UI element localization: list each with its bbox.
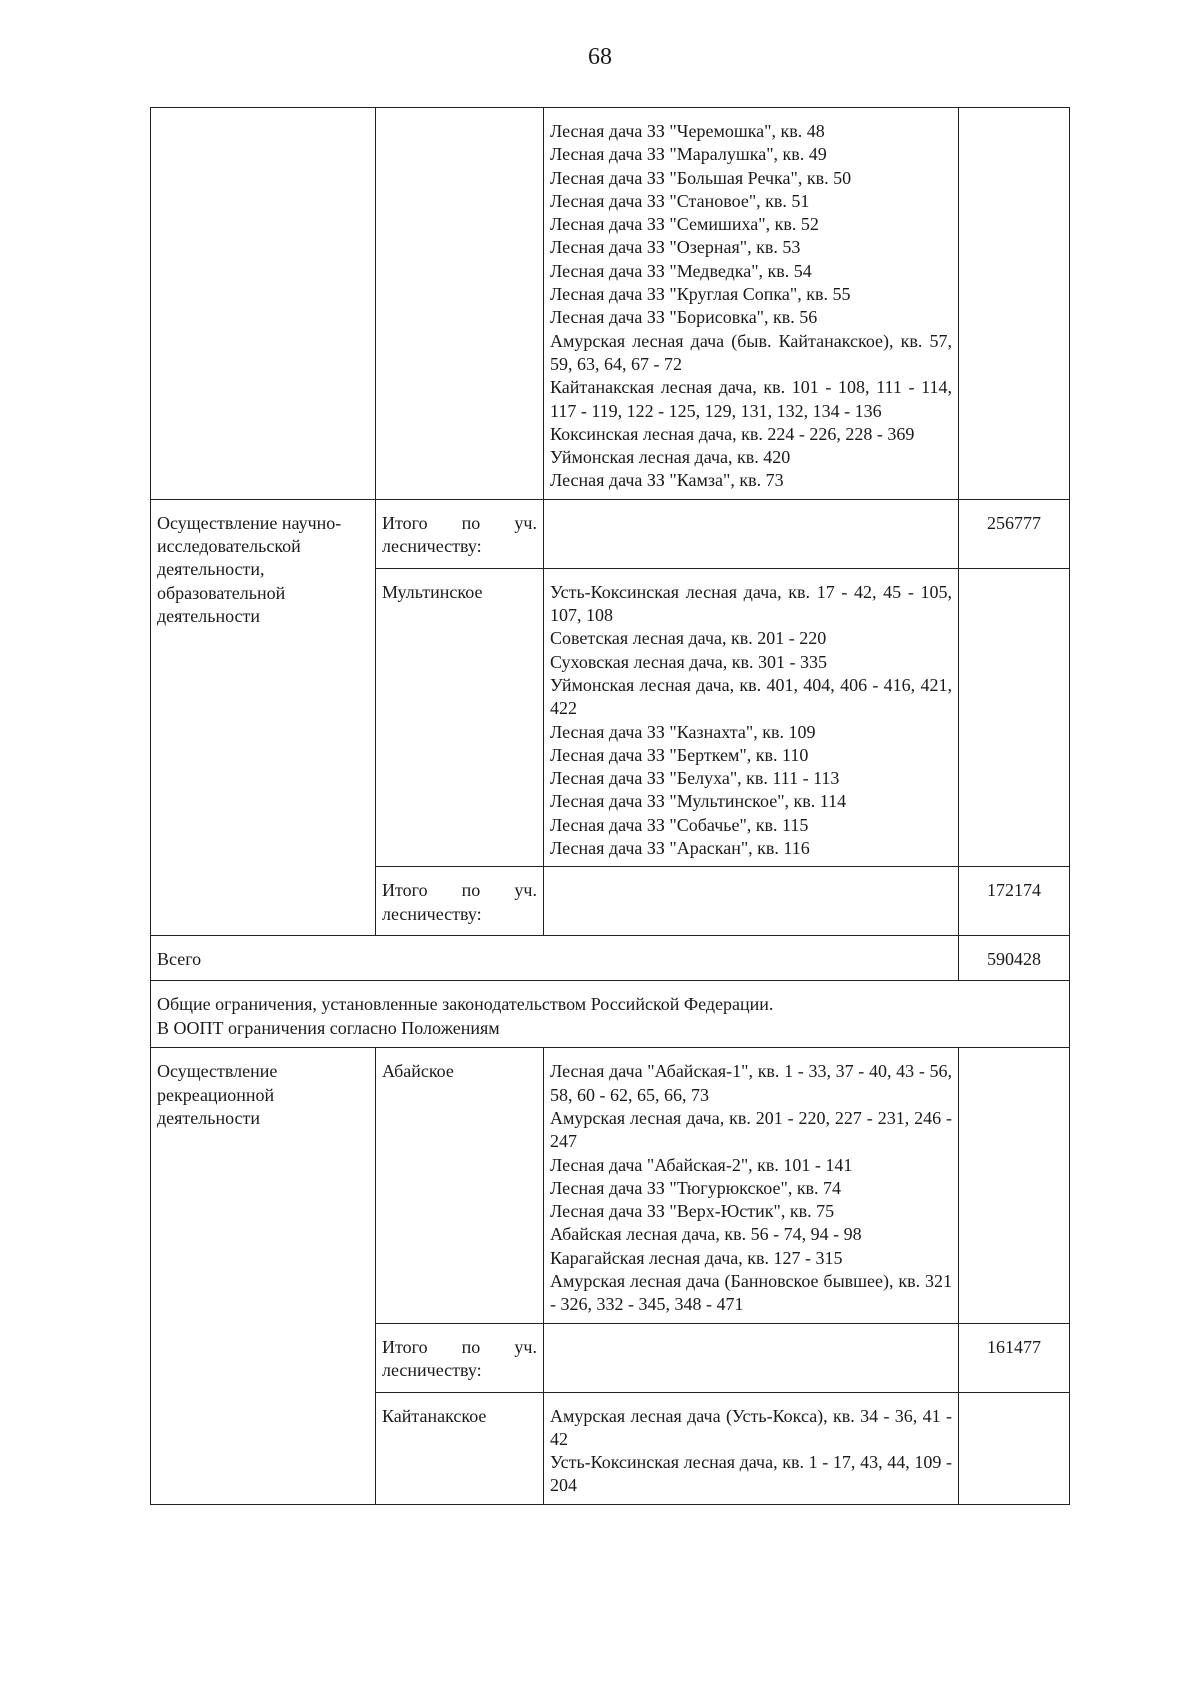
area-total-cell: 256777 <box>959 499 1070 568</box>
forest-area-line: Лесная дача ЗЗ "Араскан", кв. 116 <box>550 838 810 859</box>
itogo-label-cell <box>376 867 544 936</box>
activity-cell <box>151 1048 376 1504</box>
itogo-word: уч. <box>514 880 537 901</box>
page-number: 68 <box>588 44 612 70</box>
area-cell <box>959 1392 1070 1504</box>
forest-area-line: Лесная дача ЗЗ "Медведка", кв. 54 <box>550 260 812 281</box>
forest-area-line: Лесная дача ЗЗ "Борисовка", кв. 56 <box>550 307 818 328</box>
forest-areas-cell <box>544 499 959 568</box>
general-restrictions-line: Общие ограничения, установленные законодательством Российской Федерации. <box>157 994 774 1015</box>
forest-area-line: Амурская лесная дача, кв. 201 - 220, 227 - 231, 246 - 247 <box>550 1107 952 1152</box>
forest-area-line: Уймонская лесная дача, кв. 420 <box>550 447 791 468</box>
table-row <box>151 981 1070 1048</box>
area-cell <box>959 1048 1070 1323</box>
itogo-word: уч. <box>514 512 537 533</box>
forest-area-line: Лесная дача ЗЗ "Черемошка", кв. 48 <box>550 121 825 141</box>
forest-areas-cell <box>544 867 959 936</box>
forest-area-line: Лесная дача ЗЗ "Маралушка", кв. 49 <box>550 144 827 165</box>
itogo-word: по <box>461 880 481 901</box>
area-total-cell: 172174 <box>959 867 1070 936</box>
forest-areas-cell <box>544 1392 959 1504</box>
forest-area-line: Амурская лесная дача (быв. Кайтанакское), кв. 57, 59, 63, 64, 67 - 72 <box>550 330 952 374</box>
table-row <box>151 108 1070 500</box>
area-cell <box>959 568 1070 867</box>
forest-area-line: Коксинская лесная дача, кв. 224 - 226, 228 - 369 <box>550 423 915 444</box>
grand-total-value: 590428 <box>959 936 1070 981</box>
itogo-word: лесничеству: <box>382 1359 482 1380</box>
forest-areas-cell <box>544 108 959 500</box>
forest-areas-cell <box>544 1048 959 1323</box>
forest-areas-cell <box>544 1323 959 1392</box>
itogo-word: по <box>461 1336 481 1357</box>
forest-area-line: Абайская лесная дача, кв. 56 - 74, 94 - 98 <box>550 1224 862 1245</box>
forest-area-line: Лесная дача ЗЗ "Семишиха", кв. 52 <box>550 214 819 235</box>
forest-area-line: Лесная дача ЗЗ "Мультинское", кв. 114 <box>550 791 847 812</box>
itogo-label-cell <box>376 499 544 568</box>
activity-cell <box>151 499 376 936</box>
activity-name: Осуществление рекреационной деятельности <box>157 1061 278 1128</box>
itogo-word: лесничеству: <box>382 536 482 557</box>
forestry-name: Абайское <box>376 1048 544 1323</box>
general-restrictions-line: В ООПТ ограничения согласно Положениям <box>157 1017 500 1038</box>
itogo-label-cell <box>376 1323 544 1392</box>
forest-area-line: Амурская лесная дача (Усть-Кокса), кв. 34 - 36, 41 - 42 <box>550 1405 952 1449</box>
itogo-word: лесничеству: <box>382 903 482 924</box>
forest-area-line: Лесная дача ЗЗ "Камза", кв. 73 <box>550 470 784 491</box>
activity-cell <box>151 108 376 500</box>
forest-area-line: Усть-Коксинская лесная дача, кв. 1 - 17, 43, 44, 109 - 204 <box>550 1452 952 1496</box>
forest-area-line: Лесная дача ЗЗ "Тюгурюкское", кв. 74 <box>550 1177 842 1198</box>
forest-area-line: Советская лесная дача, кв. 201 - 220 <box>550 628 827 649</box>
itogo-word: по <box>461 512 481 533</box>
forest-area-line: Лесная дача ЗЗ "Верх-Юстик", кв. 75 <box>550 1201 835 1222</box>
itogo-word: Итого <box>382 880 428 901</box>
general-restrictions-cell <box>151 981 1070 1048</box>
forest-area-line: Лесная дача ЗЗ "Казнахта", кв. 109 <box>550 721 816 742</box>
forest-area-line: Кайтанакская лесная дача, кв. 101 - 108, 111 - 114, 117 - 119, 122 - 125, 129, 131, 132, 134 - 136 <box>550 377 952 421</box>
restrictions-table <box>150 107 1070 1505</box>
table-row <box>151 499 1070 568</box>
forestry-name: Мультинское <box>376 568 544 867</box>
itogo-word: Итого <box>382 512 428 533</box>
forestry-name: Кайтанакское <box>376 1392 544 1504</box>
forest-area-line: Уймонская лесная дача, кв. 401, 404, 406 - 416, 421, 422 <box>550 674 952 719</box>
forest-areas-cell <box>544 568 959 867</box>
itogo-word: уч. <box>514 1336 537 1357</box>
activity-name: Осуществление научно-исследовательской деятельности, образовательной деятельности <box>157 512 342 626</box>
forest-area-line: Суховская лесная дача, кв. 301 - 335 <box>550 651 828 672</box>
forest-area-line: Лесная дача ЗЗ "Озерная", кв. 53 <box>550 237 801 258</box>
forest-area-line: Усть-Коксинская лесная дача, кв. 17 - 42, 45 - 105, 107, 108 <box>550 581 952 626</box>
area-total-cell: 161477 <box>959 1323 1070 1392</box>
grand-total-label: Всего <box>151 936 959 981</box>
itogo-word: Итого <box>382 1336 428 1357</box>
table-row <box>151 936 1070 981</box>
forest-area-line: Лесная дача ЗЗ "Берткем", кв. 110 <box>550 744 809 765</box>
table-row <box>151 1048 1070 1323</box>
area-cell <box>959 108 1070 500</box>
forest-area-line: Лесная дача "Абайская-2", кв. 101 - 141 <box>550 1154 853 1175</box>
forest-area-line: Лесная дача ЗЗ "Собачье", кв. 115 <box>550 814 809 835</box>
forest-area-line: Лесная дача ЗЗ "Большая Речка", кв. 50 <box>550 167 852 188</box>
forest-area-line: Лесная дача "Абайская-1", кв. 1 - 33, 37 - 40, 43 - 56, 58, 60 - 62, 65, 66, 73 <box>550 1061 952 1105</box>
forest-area-line: Лесная дача ЗЗ "Становое", кв. 51 <box>550 190 810 211</box>
forest-area-line: Лесная дача ЗЗ "Круглая Сопка", кв. 55 <box>550 284 851 305</box>
forest-area-line: Амурская лесная дача (Банновское бывшее), кв. 321 - 326, 332 - 345, 348 - 471 <box>550 1270 952 1315</box>
forestry-cell <box>376 108 544 500</box>
forest-area-line: Карагайская лесная дача, кв. 127 - 315 <box>550 1247 843 1268</box>
forest-area-line: Лесная дача ЗЗ "Белуха", кв. 111 - 113 <box>550 768 840 789</box>
